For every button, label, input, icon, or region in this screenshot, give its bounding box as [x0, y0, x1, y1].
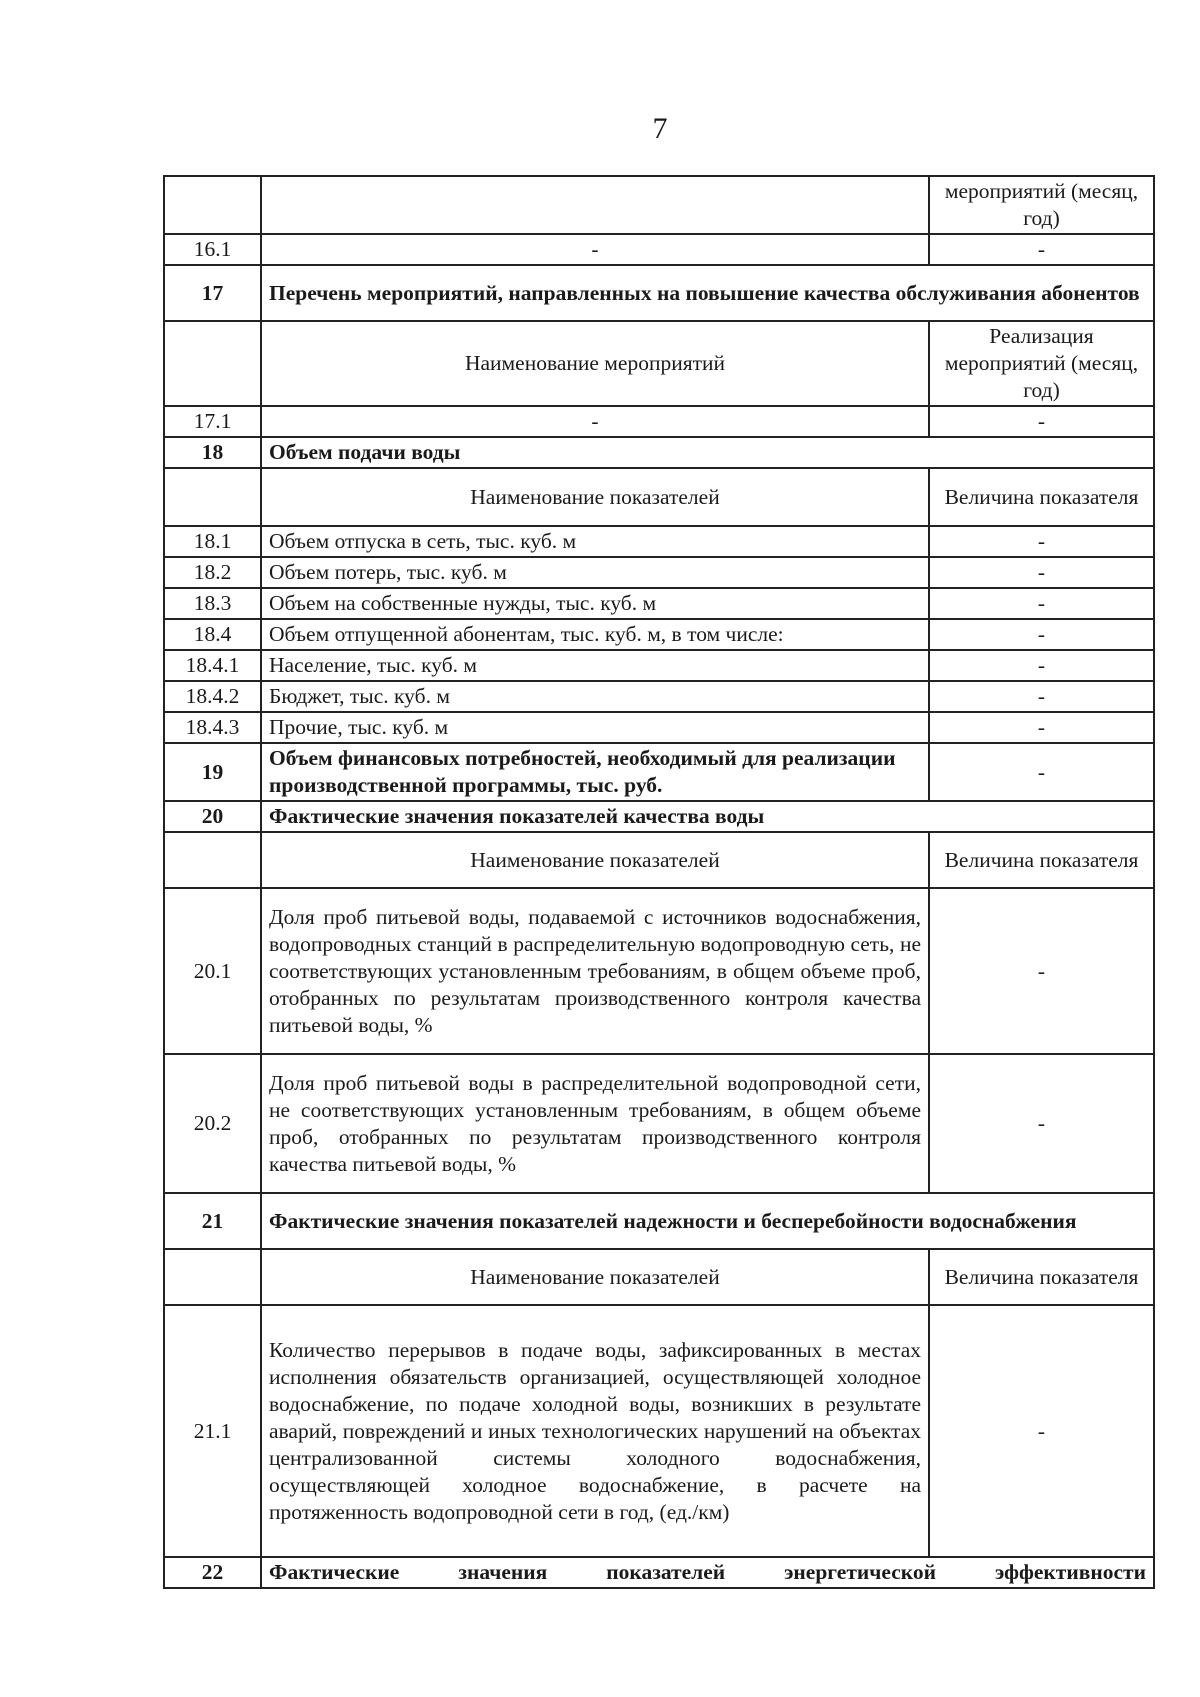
- section-title: Фактические значения показателей надежности и бесперебойности водоснабжения: [261, 1193, 1154, 1249]
- name-cell: Объем отпущенной абонентам, тыс. куб. м, в том числе:: [261, 619, 929, 650]
- row-number-cell: 18.4.1: [164, 650, 261, 681]
- table-row: [164, 681, 1154, 712]
- value-cell: -: [929, 406, 1154, 437]
- value-cell: -: [929, 526, 1154, 557]
- value-cell: -: [929, 1305, 1154, 1557]
- section-number: 22: [164, 1557, 261, 1588]
- name-cell: Население, тыс. куб. м: [261, 650, 929, 681]
- table-row: [164, 526, 1154, 557]
- value-cell: -: [929, 619, 1154, 650]
- table-header-row: [164, 1249, 1154, 1305]
- page-number: 7: [652, 112, 668, 145]
- section-number: 18: [164, 437, 261, 468]
- table-row: [164, 650, 1154, 681]
- column-header-value: Величина показателя: [929, 1249, 1154, 1305]
- column-header-value: Величина показателя: [929, 832, 1154, 888]
- value-cell: -: [929, 588, 1154, 619]
- table-row: [164, 557, 1154, 588]
- column-header-name: Наименование показателей: [261, 468, 929, 526]
- section-row: [164, 437, 1154, 468]
- row-number-cell: 18.1: [164, 526, 261, 557]
- section-row: [164, 265, 1154, 321]
- section-row: [164, 743, 1154, 801]
- row-number-cell: 16.1: [164, 234, 261, 265]
- section-row: [164, 1557, 1154, 1588]
- section-title: Объем подачи воды: [261, 437, 1154, 468]
- table-row: [164, 234, 1154, 265]
- row-number-cell: 20.1: [164, 888, 261, 1054]
- name-cell: Количество перерывов в подаче воды, зафиксированных в местах исполнения обязательств организацией, осуществляющей холодное водоснабжение, по подаче холодной воды, возникших в результате аварий, повреждений и иных технологических нарушений на объектах централизованной системы холодного водоснабжения, осуществляющей холодное водоснабжение, в расчете на протяженность водопроводной сети в год, (ед./км): [261, 1305, 929, 1557]
- row-number-cell: 18.4: [164, 619, 261, 650]
- column-header-value: Величина показателя: [929, 468, 1154, 526]
- table-header-row: [164, 468, 1154, 526]
- table-row: [164, 406, 1154, 437]
- value-cell: -: [929, 557, 1154, 588]
- section-number: 21: [164, 1193, 261, 1249]
- section-title: Перечень мероприятий, направленных на повышение качества обслуживания абонентов: [261, 265, 1154, 321]
- name-cell: Бюджет, тыс. куб. м: [261, 681, 929, 712]
- column-header-name: Наименование показателей: [261, 1249, 929, 1305]
- row-number-cell: [164, 468, 261, 526]
- value-cell: -: [929, 1054, 1154, 1193]
- section-row: [164, 1193, 1154, 1249]
- table-row: [164, 619, 1154, 650]
- program-indicators-table: [163, 175, 1155, 1589]
- row-number-cell: 18.4.2: [164, 681, 261, 712]
- table-row: [164, 888, 1154, 1054]
- value-cell: -: [929, 712, 1154, 743]
- value-cell: -: [929, 888, 1154, 1054]
- row-number-cell: 18.2: [164, 557, 261, 588]
- row-number-cell: 17.1: [164, 406, 261, 437]
- name-cell: Прочие, тыс. куб. м: [261, 712, 929, 743]
- name-cell: -: [261, 234, 929, 265]
- value-cell: -: [929, 650, 1154, 681]
- section-number: 20: [164, 801, 261, 832]
- row-number-cell: [164, 176, 261, 234]
- table-header-row: [164, 321, 1154, 406]
- column-header-name: Наименование показателей: [261, 832, 929, 888]
- table-row: [164, 588, 1154, 619]
- section-number: 19: [164, 743, 261, 801]
- value-cell: -: [929, 234, 1154, 265]
- row-number-cell: 18.3: [164, 588, 261, 619]
- table-row: [164, 1305, 1154, 1557]
- section-title: Фактические значения показателей качества воды: [261, 801, 1154, 832]
- name-cell: [261, 176, 929, 234]
- name-cell: Объем отпуска в сеть, тыс. куб. м: [261, 526, 929, 557]
- table-row: [164, 1054, 1154, 1193]
- row-number-cell: 20.2: [164, 1054, 261, 1193]
- row-number-cell: [164, 321, 261, 406]
- name-cell: Объем на собственные нужды, тыс. куб. м: [261, 588, 929, 619]
- table-row: [164, 712, 1154, 743]
- name-cell: Доля проб питьевой воды, подаваемой с источников водоснабжения, водопроводных станций в распределительную водопроводную сеть, не соответствующих установленным требованиям, в общем объеме проб, отобранных по результатам производственного контроля качества питьевой воды, %: [261, 888, 929, 1054]
- table-row: [164, 176, 1154, 234]
- section-title: Фактические значения показателей энергетической эффективности: [261, 1557, 1154, 1588]
- section-title: Объем финансовых потребностей, необходимый для реализации производственной программы, тыс. руб.: [261, 743, 929, 801]
- section-number: 17: [164, 265, 261, 321]
- value-cell: -: [929, 681, 1154, 712]
- value-cell: -: [929, 743, 1154, 801]
- column-header-name: Наименование мероприятий: [261, 321, 929, 406]
- value-header-cell: мероприятий (месяц, год): [929, 176, 1154, 234]
- name-cell: Объем потерь, тыс. куб. м: [261, 557, 929, 588]
- name-cell: -: [261, 406, 929, 437]
- table-header-row: [164, 832, 1154, 888]
- column-header-value: Реализация мероприятий (месяц, год): [929, 321, 1154, 406]
- name-cell: Доля проб питьевой воды в распределительной водопроводной сети, не соответствующих установленным требованиям, в общем объеме проб, отобранных по результатам производственного контроля качества питьевой воды, %: [261, 1054, 929, 1193]
- row-number-cell: 18.4.3: [164, 712, 261, 743]
- row-number-cell: 21.1: [164, 1305, 261, 1557]
- row-number-cell: [164, 1249, 261, 1305]
- row-number-cell: [164, 832, 261, 888]
- section-row: [164, 801, 1154, 832]
